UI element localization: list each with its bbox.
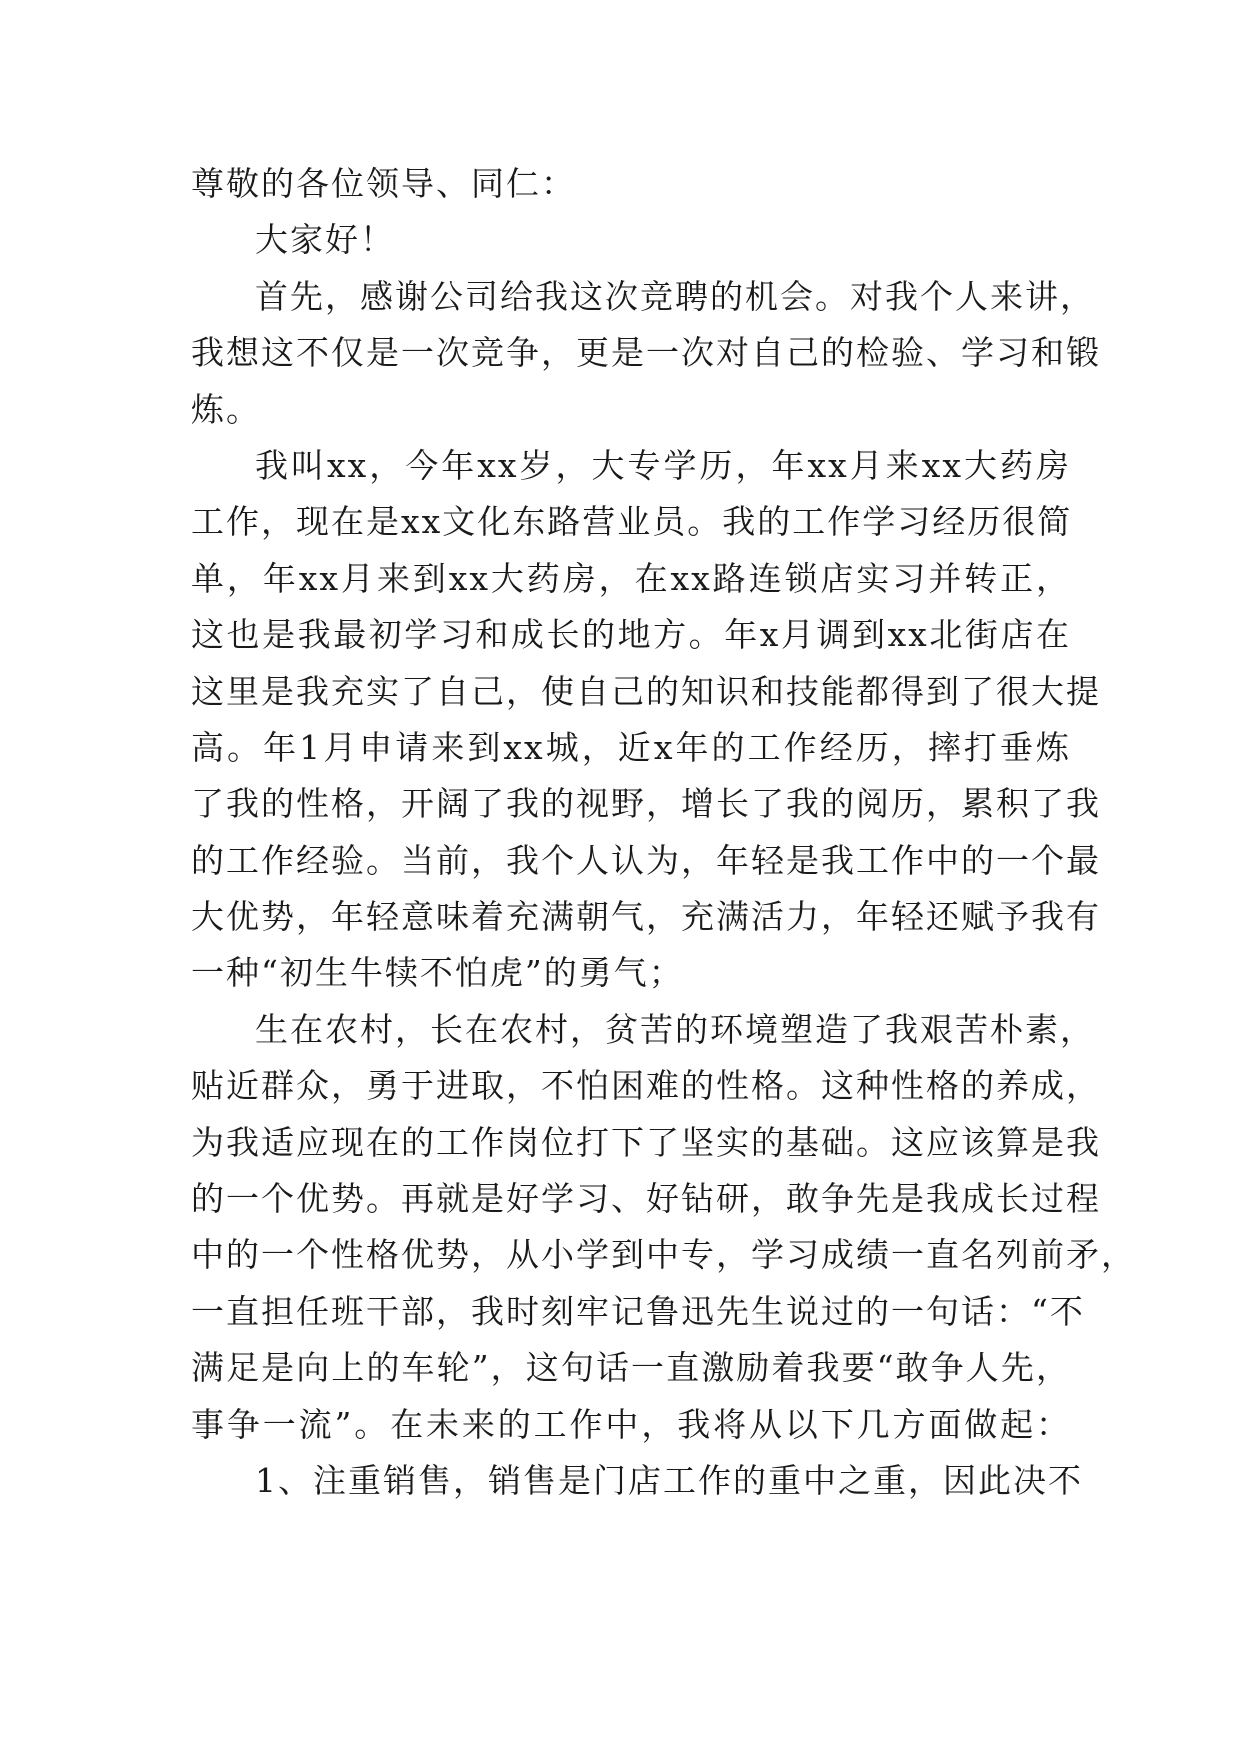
paragraph-line: 了我的性格，开阔了我的视野，增长了我的阅历，累积了我 (191, 784, 1101, 824)
paragraph-line: 一直担任班干部，我时刻牢记鲁迅先生说过的一句话：“不 (191, 1291, 1085, 1331)
paragraph-line: 贴近群众，勇于进取，不怕困难的性格。这种性格的养成， (191, 1066, 1101, 1106)
paragraph-line: 我想这不仅是一次竞争，更是一次对自己的检验、学习和锻 (191, 333, 1101, 373)
paragraph-line: 这里是我充实了自己，使自己的知识和技能都得到了很大提 (191, 671, 1101, 711)
paragraph-line: 这也是我最初学习和成长的地方。年x月调到xx北街店在 (191, 615, 1071, 655)
paragraph-line: 事争一流”。在未来的工作中，我将从以下几方面做起： (191, 1404, 1071, 1444)
paragraph-line: 高。年1月申请来到xx城，近x年的工作经历，摔打垂炼 (191, 727, 1071, 767)
paragraph-line: 中的一个性格优势，从小学到中专，学习成绩一直名列前矛， (191, 1235, 1136, 1275)
paragraph-line: 首先，感谢公司给我这次竞聘的机会。对我个人来讲， (255, 276, 1095, 316)
paragraph-line: 为我适应现在的工作岗位打下了坚实的基础。这应该算是我 (191, 1122, 1101, 1162)
paragraph-line: 我叫xx，今年xx岁，大专学历，年xx月来xx大药房 (255, 445, 1071, 485)
paragraph-line: 一种“初生牛犊不怕虎”的勇气； (191, 953, 684, 993)
paragraph-line: 的一个优势。再就是好学习、好钻研，敢争先是我成长过程 (191, 1179, 1101, 1219)
paragraph-line: 炼。 (191, 389, 261, 429)
paragraph-line: 单，年xx月来到xx大药房，在xx路连锁店实习并转正， (191, 558, 1071, 598)
salutation-line: 尊敬的各位领导、同仁： (191, 164, 576, 203)
paragraph-line: 1、注重销售，销售是门店工作的重中之重，因此决不 (255, 1460, 1083, 1500)
paragraph-line: 满足是向上的车轮”，这句话一直激励着我要“敢争人先， (191, 1348, 1071, 1388)
greeting-line: 大家好！ (255, 220, 395, 260)
paragraph-line: 工作，现在是xx文化东路营业员。我的工作学习经历很简 (191, 502, 1073, 542)
paragraph-line: 的工作经验。当前，我个人认为，年轻是我工作中的一个最 (191, 840, 1101, 880)
paragraph-line: 生在农村，长在农村，贫苦的环境塑造了我艰苦朴素， (255, 1009, 1095, 1049)
document-body (191, 156, 1136, 1509)
paragraph-line: 大优势，年轻意味着充满朝气，充满活力，年轻还赋予我有 (191, 897, 1101, 937)
